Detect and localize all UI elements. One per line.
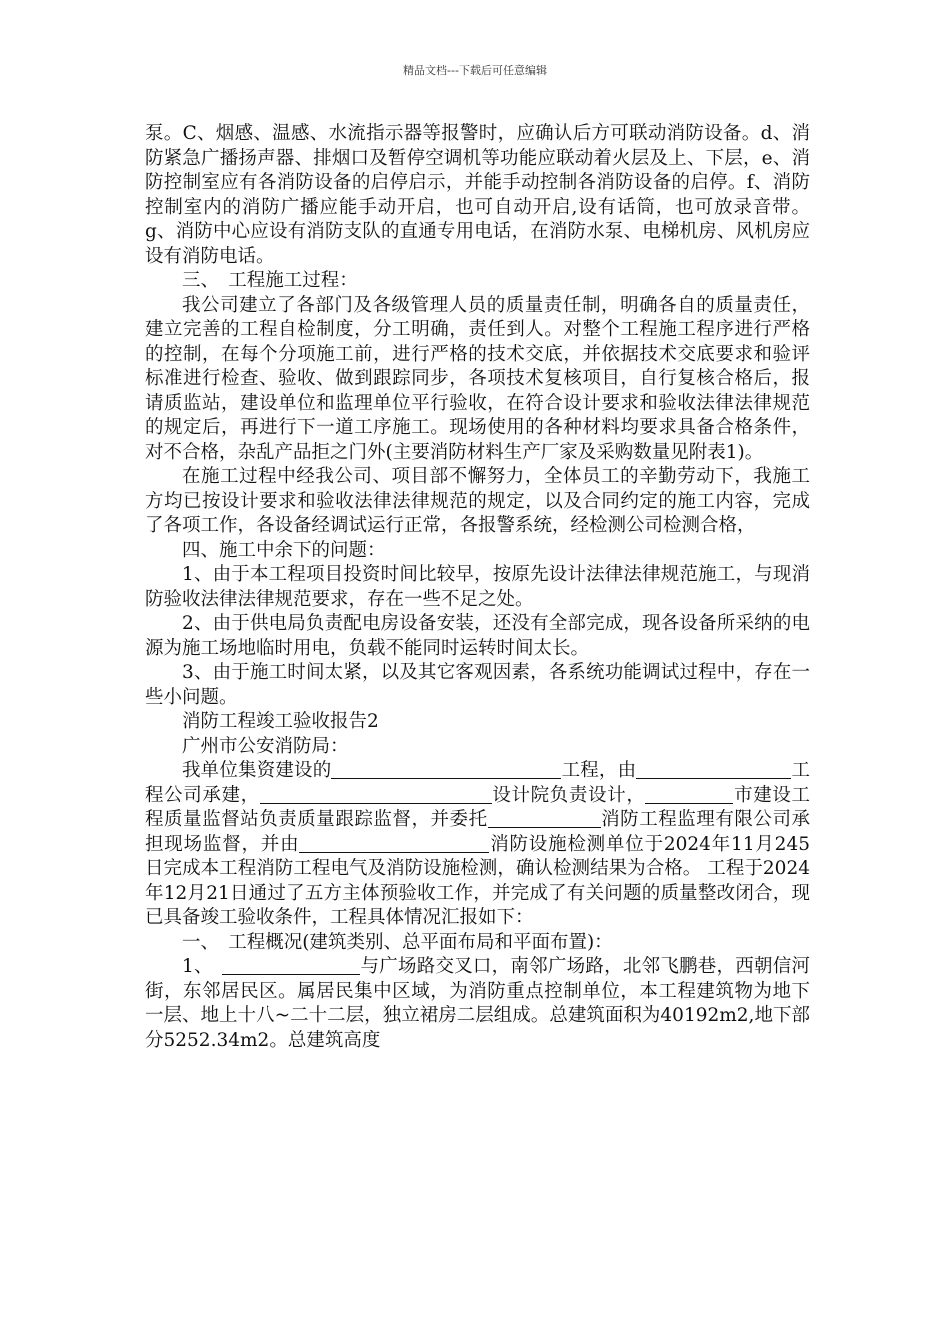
blank-supervisor[interactable]	[488, 809, 601, 828]
blank-project-name[interactable]	[331, 760, 561, 779]
document-body	[145, 122, 810, 1053]
blank-contractor-a[interactable]	[636, 760, 736, 779]
blank-location[interactable]	[222, 956, 360, 975]
intro-text-7: 消防设施检测单位于2024年11月245日完成本工程消防工程电气及消防设施检测，确认检测结果为合格。 工程于2024年12月21日通过了五方主体预验收工作，并完成了有关问题的质量整改闭合，现已具备竣工验收条件，工程具体情况汇报如下：	[145, 833, 810, 928]
issue-item-2: 2、由于供电局负责配电房设备安装，还没有全部完成，现各设备所采纳的电源为施工场地临时用电，负载不能同时运转时间太长。	[145, 613, 810, 659]
intro-text-4: 设计院负责设计，	[491, 784, 646, 806]
intro-text-2: 工程，由	[561, 760, 637, 781]
blank-inspection-unit[interactable]	[299, 834, 489, 853]
overview-number: 1、	[182, 956, 223, 977]
blank-city-b[interactable]	[697, 785, 733, 804]
intro-text-3: 工程公司承建，	[145, 760, 810, 806]
intro-text-5: 市建设工程质量监督站负责质量跟踪监督，并委托	[145, 784, 810, 830]
section-overview-heading: 一、 工程概况(建筑类别、总平面布局和平面布置)：	[182, 931, 613, 953]
page-header: 精品文档---下载后可任意编辑	[403, 64, 547, 77]
blank-city-a[interactable]	[645, 785, 697, 804]
report-title-2: 消防工程竣工验收报告2	[182, 711, 379, 732]
paragraph-quality-system: 我公司建立了各部门及各级管理人员的质量责任制，明确各自的质量责任，建立完善的工程自检制度，分工明确，责任到人。对整个工程施工程序进行严格的控制，在每个分项施工前，进行严格的技术交底，并依据技术交底要求和验评标准进行检查、验收、做到跟踪同步，各项技术复核项目，自行复核合格后，报请质监站，建设单位和监理单位平行验收，在符合设计要求和验收法律法律规范的规定后，再进行下一道工序施工。现场使用的各种材料均要求具备合格条件，对不合格，杂乱产品拒之门外(主要消防材料生产厂家及采购数量见附表1)。	[145, 294, 810, 463]
paragraph-completion: 在施工过程中经我公司、项目部不懈努力，全体员工的辛勤劳动下，我施工方均已按设计要求和验收法律法律规范的规定，以及合同约定的施工内容，完成了各项工作，各设备经调试运行正常，各报警系统，经检测公司检测合格，	[145, 466, 810, 536]
overview-item-1	[145, 955, 810, 1053]
addressee: 广州市公安消防局：	[182, 735, 349, 757]
intro-text-1: 我单位集资建设的	[182, 760, 332, 781]
blank-contractor-b[interactable]	[736, 760, 791, 779]
paragraph-fire-linkage: 泵。C、烟感、温感、水流指示器等报警时，应确认后方可联动消防设备。d、消防紧急广播扬声器、排烟口及暂停空调机等功能应联动着火层及上、下层，e、消防控制室应有各消防设备的启停启示，并能手动控制各消防设备的启停。f、消防控制室内的消防广播应能手动开启，也可自动开启,设有话筒，也可放录音带。g、消防中心应设有消防支队的直通专用电话，在消防水泵、电梯机房、风机房应设有消防电话。	[145, 123, 810, 267]
blank-design-institute[interactable]	[260, 785, 492, 804]
overview-text: 与广场路交叉口，南邻广场路，北邻飞鹏巷，西朝信河街，东邻居民区。属居民集中区域，为消防重点控制单位，本工程建筑物为地下一层、地上十八~二十二层，独立裙房二层组成。总建筑面积为40192m2,地下部分5252.34m2。总建筑高度	[145, 956, 810, 1051]
intro-text-6: 消防工程监理有限公司承担现场监督，并由	[145, 809, 810, 855]
section-heading-4: 四、施工中余下的问题：	[182, 539, 386, 561]
issue-item-1: 1、由于本工程项目投资时间比较早，按原先设计法律法律规范施工，与现消防验收法律法律规范要求，存在一些不足之处。	[145, 564, 810, 610]
section-heading-3: 三、 工程施工过程：	[182, 270, 358, 291]
issue-item-3: 3、由于施工时间太紧，以及其它客观因素，各系统功能调试过程中，存在一些小问题。	[145, 662, 810, 708]
report-intro	[145, 759, 810, 931]
